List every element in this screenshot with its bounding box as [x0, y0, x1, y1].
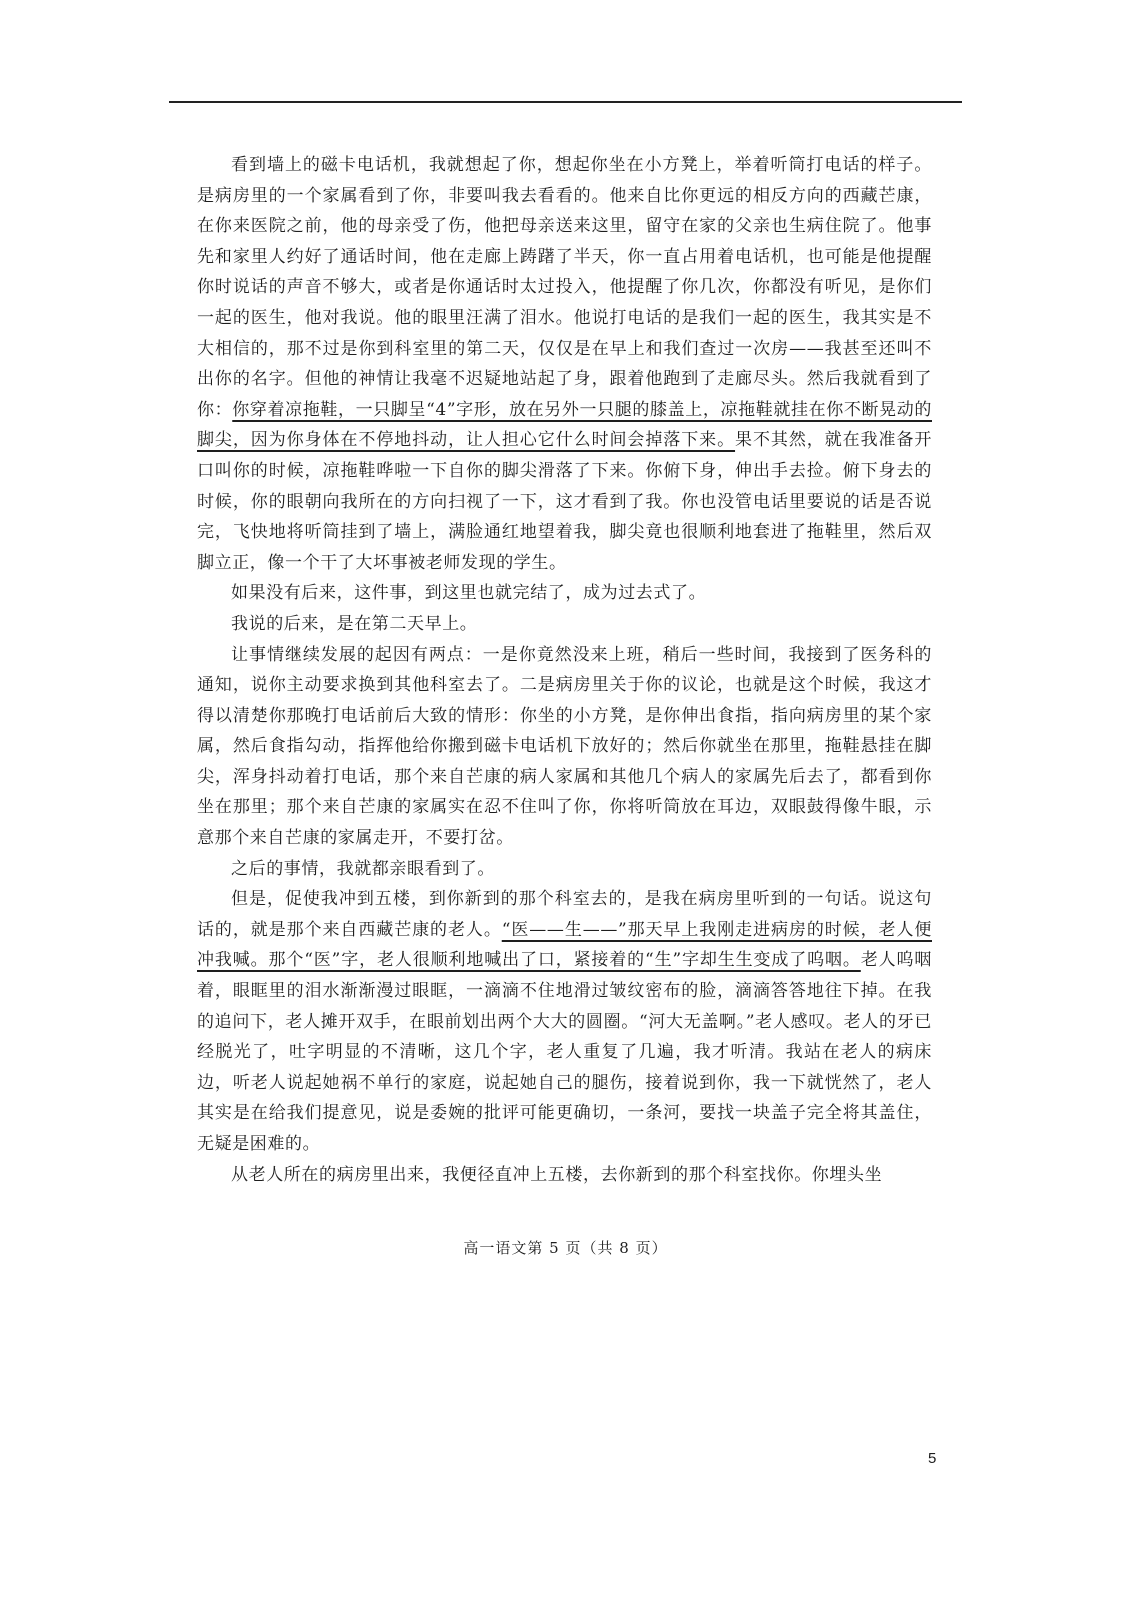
- text-segment: 从老人所在的病房里出来，我便径直冲上五楼，去你新到的那个科室找你。你埋头坐: [231, 1164, 883, 1185]
- text-segment: 果不其然，就在我准备开口叫你的时候，凉拖鞋哗啦一下自你的脚尖滑落了下来。你俯下身，伸出手去捡。俯下身去的时候，你的眼朝向我所在的方向扫视了一下，这才看到了我。你也没管电话里要说的话是否说完，飞快地将听筒挂到了墙上，满脸通红地望着我，脚尖竟也很顺利地套进了拖鞋里，然后双脚立正，像一个干了大坏事被老师发现的学生。: [197, 430, 932, 573]
- paragraph: [197, 854, 932, 885]
- paragraph: [197, 609, 932, 640]
- page-footer: 高一语文第 5 页（共 8 页）: [463, 1239, 668, 1257]
- text-segment: 但是，促使我冲到五楼，到你新到的那个科室去的，是我在病房里听到的一句话。说这句话的，就是那个来自西藏芒康的老人。: [197, 889, 932, 940]
- paragraph: [197, 578, 932, 609]
- paragraph: [197, 150, 932, 578]
- text-segment: 老人呜咽着，眼眶里的泪水渐渐漫过眼眶，一滴滴不住地滑过皱纹密布的脸，滴滴答答地往下掉。在我的追问下，老人摊开双手，在眼前划出两个大大的圆圈。“河大无盖啊。”老人感叹。老人的牙已经脱光了，吐字明显的不清晰，这几个字，老人重复了几遍，我才听清。我站在老人的病床边，听老人说起她祸不单行的家庭，说起她自己的腿伤，接着说到你，我一下就恍然了，老人其实是在给我们提意见，说是委婉的批评可能更确切，一条河，要找一块盖子完全将其盖住，无疑是困难的。: [197, 950, 932, 1154]
- paragraph: [197, 884, 932, 1159]
- page-number: 5: [928, 1450, 937, 1467]
- header-rule: [169, 101, 962, 103]
- underlined-sentence: 你穿着凉拖鞋，一只脚呈“4”字形，放在另外一只腿的膝盖上，凉拖鞋就挂在你不断晃动的脚尖，因为你身体在不停地抖动，让人担心它什么时间会掉落下来。: [197, 399, 932, 451]
- text-segment: 我说的后来，是在第二天早上。: [231, 613, 478, 634]
- paragraph: [197, 1160, 932, 1191]
- underlined-sentence: “医——生——”那天早上我刚走进病房的时候，老人便冲我喊。那个“医”字，老人很顺利地喊出了口，紧接着的“生”字却生生变成了呜咽。: [197, 919, 932, 971]
- paragraph: [197, 640, 932, 854]
- text-segment: 看到墙上的磁卡电话机，我就想起了你，想起你坐在小方凳上，举着听筒打电话的样子。是病房里的一个家属看到了你，非要叫我去看看的。他来自比你更远的相反方向的西藏芒康，在你来医院之前，他的母亲受了伤，他把母亲送来这里，留守在家的父亲也生病住院了。他事先和家里人约好了通话时间，他在走廊上踌躇了半天，你一直占用着电话机，也可能是他提醒你时说话的声音不够大，或者是你通话时太过投入，他提醒了你几次，你都没有听见，是你们一起的医生，他对我说。他的眼里汪满了泪水。他说打电话的是我们一起的医生，我其实是不大相信的，那不过是你到科室里的第二天，仅仅是在早上和我们查过一次房——我甚至还叫不出你的名字。但他的神情让我毫不迟疑地站起了身，跟着他跑到了走廊尽头。然后我就看到了你：: [197, 155, 932, 420]
- passage-text: [197, 150, 932, 1190]
- text-segment: 让事情继续发展的起因有两点：一是你竟然没来上班，稍后一些时间，我接到了医务科的通知，说你主动要求换到其他科室去了。二是病房里关于你的议论，也就是这个时候，我这才得以清楚你那晚打电话前后大致的情形：你坐的小方凳，是你伸出食指，指向病房里的某个家属，然后食指勾动，指挥他给你搬到磁卡电话机下放好的；然后你就坐在那里，拖鞋悬挂在脚尖，浑身抖动着打电话，那个来自芒康的病人家属和其他几个病人的家属先后去了，都看到你坐在那里；那个来自芒康的家属实在忍不住叫了你，你将听筒放在耳边，双眼鼓得像牛眼，示意那个来自芒康的家属走开，不要打岔。: [197, 644, 932, 849]
- text-segment: 如果没有后来，这件事，到这里也就完结了，成为过去式了。: [231, 583, 707, 604]
- text-segment: 之后的事情，我就都亲眼看到了。: [231, 858, 495, 879]
